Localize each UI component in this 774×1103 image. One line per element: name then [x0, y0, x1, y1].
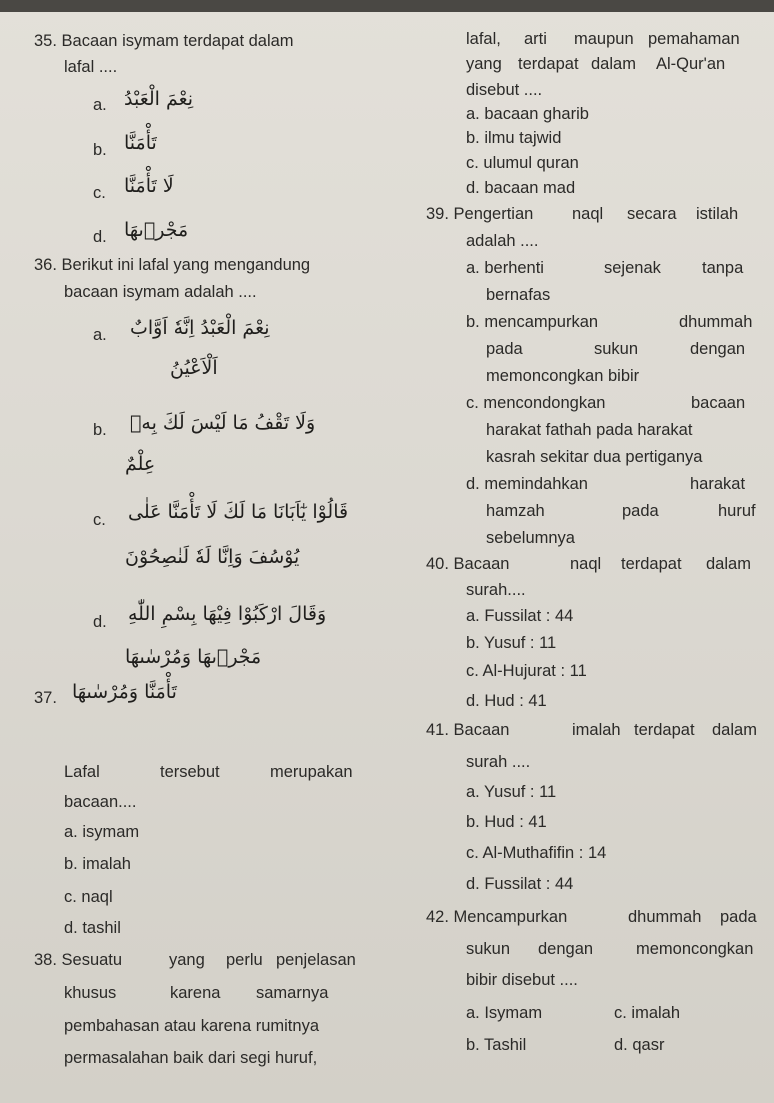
- q37-number: 37.: [34, 689, 57, 707]
- cont-line1-w3: maupun: [574, 30, 634, 48]
- cont-line1-w4: pemahaman: [648, 30, 740, 48]
- q36-option-c-arabic-line2: يُوْسُفَ وَاِنَّا لَهٗ لَنٰصِحُوْنَ: [125, 546, 300, 568]
- q39-d-line3: sebelumnya: [486, 529, 575, 547]
- q40-w3: terdapat: [621, 555, 682, 573]
- q41-line2: surah ....: [466, 753, 531, 771]
- q35-option-d-arabic: مَجْرٖىهَا: [124, 219, 189, 241]
- q36-option-c-letter: c.: [93, 511, 106, 529]
- q39-d-w1: d. memindahkan: [466, 475, 588, 493]
- q39-b-l2-w2: sukun: [594, 340, 639, 358]
- q39-line2: adalah ....: [466, 232, 539, 250]
- q38-line2-word1: khusus: [64, 984, 117, 1002]
- q39-b-line3: memoncongkan bibir: [486, 367, 640, 385]
- q36-option-c-arabic-line1: قَالُوْا يٰٓاَبَانَا مَا لَكَ لَا تَأْمَنَّا عَلٰى: [128, 501, 349, 523]
- q42-line3: bibir disebut ....: [466, 971, 578, 989]
- q35-option-c-arabic: لَا تَأْمَنَّا: [124, 175, 174, 197]
- q36-option-a-letter: a.: [93, 326, 107, 344]
- cont-line2-w4: Al-Qur'an: [656, 55, 726, 73]
- q39-a-line2: bernafas: [486, 286, 551, 304]
- q42-l2-w1: sukun: [466, 940, 511, 958]
- cont-option-d: d. bacaan mad: [466, 179, 576, 197]
- q39-b-l2-w1: pada: [486, 340, 523, 358]
- q35-option-d-letter: d.: [93, 228, 107, 246]
- q42-option-b: b. Tashil: [466, 1036, 527, 1054]
- q39-a-w1: a. berhenti: [466, 259, 544, 277]
- q42-l2-w2: dengan: [538, 940, 594, 958]
- q40-w2: naql: [570, 555, 602, 573]
- cont-line2-w2: terdapat: [518, 55, 579, 73]
- q36-option-b-arabic-line1: وَلَا تَقْفُ مَا لَيْسَ لَكَ بِهٖ: [130, 412, 316, 434]
- page-top-edge: [0, 0, 774, 12]
- q35-stem-line2: lafal ....: [64, 58, 118, 76]
- q36-stem-line2: bacaan isymam adalah ....: [64, 283, 257, 301]
- cont-line2-w3: dalam: [591, 55, 636, 73]
- cont-line1-w2: arti: [524, 30, 547, 48]
- q39-w1: 39. Pengertian: [426, 205, 534, 223]
- q36-stem-line1: 36. Berikut ini lafal yang mengandung: [34, 256, 311, 274]
- cont-option-c: c. ulumul quran: [466, 154, 579, 172]
- q36-option-b-letter: b.: [93, 421, 107, 439]
- q40-w1: 40. Bacaan: [426, 555, 510, 573]
- q35-option-a-letter: a.: [93, 96, 107, 114]
- q39-c-line2: harakat fathah pada harakat: [486, 421, 693, 439]
- q38-line2-word2: karena: [170, 984, 221, 1002]
- cont-line3: disebut ....: [466, 81, 543, 99]
- q39-c-line3: kasrah sekitar dua pertiganya: [486, 448, 703, 466]
- q36-option-d-arabic-line2: مَجْرٖىهَا وَمُرْسٰىهَا: [125, 646, 262, 668]
- q41-option-b: b. Hud : 41: [466, 813, 547, 831]
- q41-w3: terdapat: [634, 721, 695, 739]
- q35-option-b-letter: b.: [93, 141, 107, 159]
- q39-a-w3: tanpa: [702, 259, 744, 277]
- q39-w3: secara: [627, 205, 677, 223]
- q39-d-l2-w2: pada: [622, 502, 659, 520]
- cont-option-a: a. bacaan gharib: [466, 105, 589, 123]
- q35-option-c-letter: c.: [93, 184, 106, 202]
- q40-option-d: d. Hud : 41: [466, 692, 547, 710]
- q38-word-1: 38. Sesuatu: [34, 951, 123, 969]
- q42-w3: pada: [720, 908, 757, 926]
- q38-word-4: penjelasan: [276, 951, 356, 969]
- q38-line4: permasalahan baik dari segi huruf,: [64, 1049, 318, 1067]
- q36-option-a-arabic-line2: اَلْاَعْيُنُ: [170, 357, 218, 379]
- q42-w2: dhummah: [628, 908, 702, 926]
- q39-a-w2: sejenak: [604, 259, 661, 277]
- q39-d-l2-w1: hamzah: [486, 502, 545, 520]
- cont-line2-w1: yang: [466, 55, 502, 73]
- q37-word-lafal: Lafal: [64, 763, 100, 781]
- q35-option-b-arabic: تَأْمَنَّا: [124, 132, 157, 154]
- q37-word-merupakan: merupakan: [270, 763, 353, 781]
- q38-line2-word3: samarnya: [256, 984, 329, 1002]
- q35-option-a-arabic: نِعْمَ الْعَبْدُ: [124, 88, 194, 110]
- q35-stem-line1: 35. Bacaan isymam terdapat dalam: [34, 32, 294, 50]
- q42-w1: 42. Mencampurkan: [426, 908, 568, 926]
- q39-b-l2-w3: dengan: [690, 340, 746, 358]
- q38-line3: pembahasan atau karena rumitnya: [64, 1017, 319, 1035]
- q41-option-c: c. Al-Muthafifin : 14: [466, 844, 607, 862]
- q39-d-l2-w3: huruf: [718, 502, 756, 520]
- q37-option-b: b. imalah: [64, 855, 131, 873]
- q40-option-c: c. Al-Hujurat : 11: [466, 662, 587, 680]
- q42-option-a: a. Isymam: [466, 1004, 543, 1022]
- q38-word-3: perlu: [226, 951, 263, 969]
- q41-option-d: d. Fussilat : 44: [466, 875, 574, 893]
- q39-d-w2: harakat: [690, 475, 746, 493]
- q39-w2: naql: [572, 205, 604, 223]
- cont-line1-w1: lafal,: [466, 30, 501, 48]
- q39-c-w1: c. mencondongkan: [466, 394, 606, 412]
- q37-option-d: d. tashil: [64, 919, 121, 937]
- q37-arabic: تَأْمَنَّا وَمُرْسٰىهَا: [72, 681, 177, 703]
- q36-option-b-arabic-line2: عِلْمٌ: [125, 453, 156, 475]
- q40-option-a: a. Fussilat : 44: [466, 607, 574, 625]
- q38-word-2: yang: [169, 951, 205, 969]
- cont-option-b: b. ilmu tajwid: [466, 129, 562, 147]
- q42-option-c: c. imalah: [614, 1004, 681, 1022]
- q36-option-d-letter: d.: [93, 613, 107, 631]
- q40-line2: surah....: [466, 581, 526, 599]
- q40-w4: dalam: [706, 555, 751, 573]
- q39-c-w2: bacaan: [691, 394, 746, 412]
- q42-option-d: d. qasr: [614, 1036, 665, 1054]
- q39-b-w1: b. mencampurkan: [466, 313, 599, 331]
- q39-b-w2: dhummah: [679, 313, 753, 331]
- q41-option-a: a. Yusuf : 11: [466, 783, 557, 801]
- q40-option-b: b. Yusuf : 11: [466, 634, 557, 652]
- q39-w4: istilah: [696, 205, 739, 223]
- q37-option-c: c. naql: [64, 888, 113, 906]
- q36-option-d-arabic-line1: وَقَالَ ارْكَبُوْا فِيْهَا بِسْمِ اللّٰهِ: [128, 603, 327, 625]
- q41-w2: imalah: [572, 721, 621, 739]
- q41-w1: 41. Bacaan: [426, 721, 510, 739]
- q36-option-a-arabic-line1: نِعْمَ الْعَبْدُ اِنَّهٗ اَوَّابٌ: [130, 317, 270, 339]
- q41-w4: dalam: [712, 721, 757, 739]
- q37-word-tersebut: tersebut: [160, 763, 220, 781]
- q37-option-a: a. isymam: [64, 823, 140, 841]
- q37-line3: bacaan....: [64, 793, 137, 811]
- q42-l2-w3: memoncongkan: [636, 940, 754, 958]
